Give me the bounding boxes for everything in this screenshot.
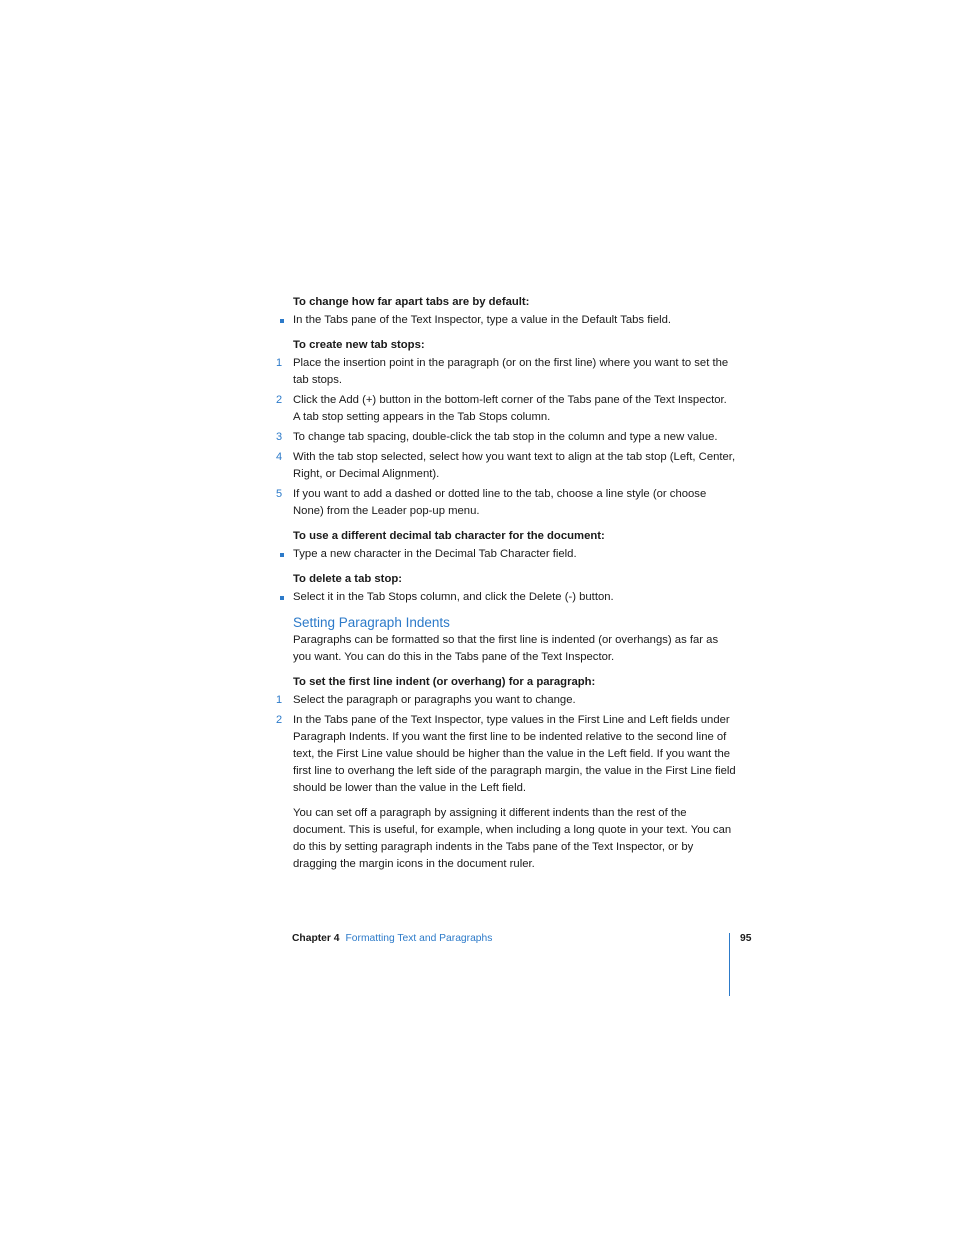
bullet-text: In the Tabs pane of the Text Inspector, type a value in the Default Tabs field. bbox=[293, 314, 672, 326]
step-text: Select the paragraph or paragraphs you want to change. bbox=[293, 694, 576, 706]
step-item bbox=[276, 692, 736, 709]
bullet-item bbox=[276, 546, 736, 563]
step-text: Place the insertion point in the paragraph (or on the first line) where you want to set the tab stops. bbox=[293, 357, 729, 386]
section-title: Setting Paragraph Indents bbox=[293, 615, 450, 630]
task-heading-default-tabs: To change how far apart tabs are by default: bbox=[293, 296, 530, 308]
step-number: 2 bbox=[276, 394, 283, 406]
step-number: 1 bbox=[276, 694, 283, 706]
bullet-square-icon bbox=[280, 319, 284, 323]
step-text: Click the Add (+) button in the bottom-left corner of the Tabs pane of the Text Inspector. A tab stop setting appears in the Tab Stops column. bbox=[293, 394, 727, 423]
step-text: With the tab stop selected, select how you want text to align at the tab stop (Left, Center, Right, or Decimal Alignment). bbox=[293, 451, 736, 480]
bullet-item bbox=[276, 312, 736, 329]
footer-divider bbox=[729, 933, 730, 996]
step-item bbox=[276, 449, 736, 483]
step-text: To change tab spacing, double-click the tab stop in the column and type a new value. bbox=[293, 431, 718, 443]
task-heading-delete-tab: To delete a tab stop: bbox=[293, 573, 403, 585]
bullet-square-icon bbox=[280, 596, 284, 600]
step-item bbox=[276, 486, 736, 520]
step-number: 1 bbox=[276, 357, 283, 369]
bullet-item bbox=[276, 589, 736, 606]
bullet-text: Type a new character in the Decimal Tab Character field. bbox=[293, 548, 577, 560]
step-number: 2 bbox=[276, 714, 283, 726]
step-item bbox=[276, 355, 736, 389]
step-number: 5 bbox=[276, 488, 283, 500]
task-heading-first-line-indent: To set the first line indent (or overhang) for a paragraph: bbox=[293, 676, 596, 688]
chapter-label: Chapter 4 bbox=[292, 933, 340, 944]
bullet-square-icon bbox=[280, 553, 284, 557]
page-footer bbox=[292, 932, 492, 946]
task-heading-decimal-tab: To use a different decimal tab character for the document: bbox=[293, 530, 605, 542]
step-item bbox=[276, 712, 736, 797]
step-item bbox=[276, 392, 736, 426]
page-body bbox=[276, 294, 736, 873]
step-item bbox=[276, 429, 736, 446]
task-heading-new-tab-stops: To create new tab stops: bbox=[293, 339, 425, 351]
paragraph: Paragraphs can be formatted so that the first line is indented (or overhangs) as far as you want. You can do this in the Tabs pane of the Text Inspector. bbox=[293, 634, 719, 663]
step-text: If you want to add a dashed or dotted line to the tab, choose a line style (or choose None) from the Leader pop-up menu. bbox=[293, 488, 707, 517]
step-text: In the Tabs pane of the Text Inspector, type values in the First Line and Left fields under Paragraph Indents. If you want the first line to be indented relative to the second line of text, the First Line value should be higher than the value in the Left field. If you want the first line to overhang the left side of the paragraph margin, the value in the First Line field should be lower than the value in the Left field. bbox=[293, 714, 736, 794]
step-number: 4 bbox=[276, 451, 283, 463]
paragraph: You can set off a paragraph by assigning it different indents than the rest of the document. This is useful, for example, when including a long quote in your text. You can do this by setting paragraph indents in the Tabs pane of the Text Inspector, or by dragging the margin icons in the document ruler. bbox=[293, 807, 732, 870]
page-number: 95 bbox=[740, 933, 752, 944]
bullet-text: Select it in the Tab Stops column, and click the Delete (-) button. bbox=[293, 591, 614, 603]
chapter-title: Formatting Text and Paragraphs bbox=[345, 933, 493, 944]
step-number: 3 bbox=[276, 431, 283, 443]
